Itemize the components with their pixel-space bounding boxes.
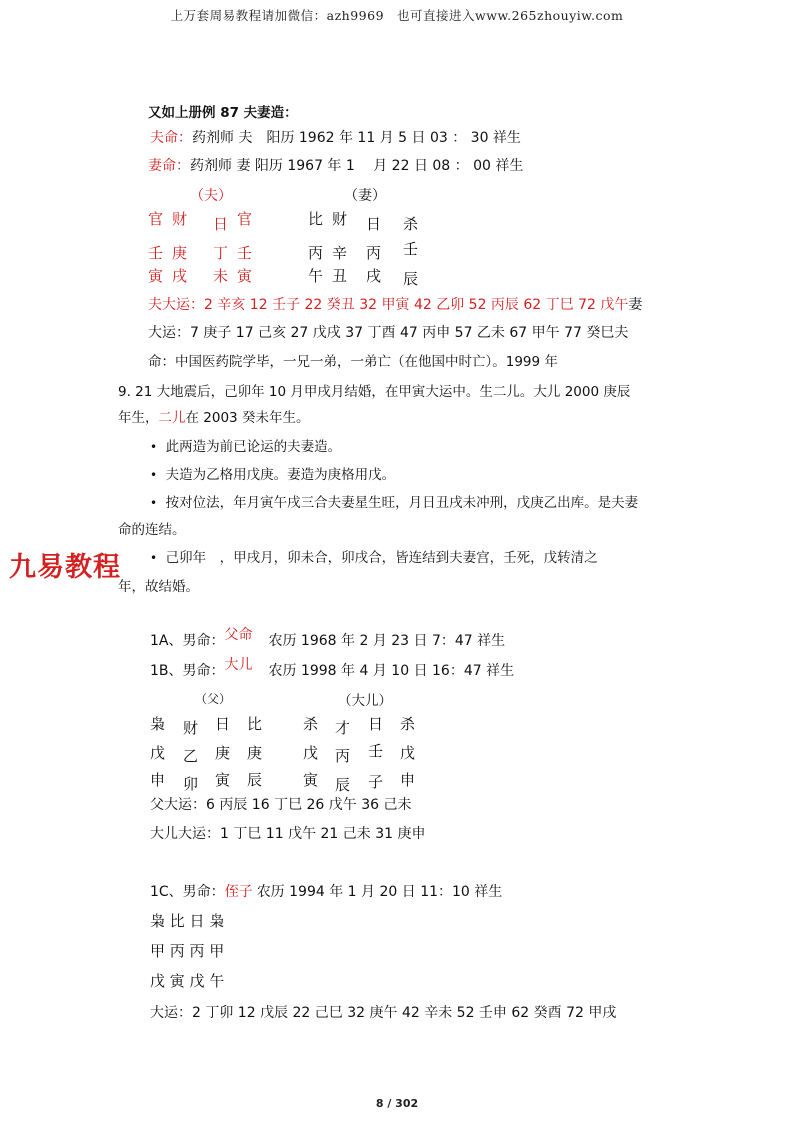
father-god-3: 日 <box>215 715 231 733</box>
husband-god-3: 日 <box>213 215 229 233</box>
case1-intro: 又如上册例 87 夫妻造： <box>148 105 298 121</box>
bullet-item-1: • 此两造为前已论运的夫妻造。 <box>150 439 342 455</box>
father-god-1: 枭 <box>150 715 166 733</box>
wife-god-4: 杀 <box>403 215 419 233</box>
husband-stem-4: 壬 <box>237 244 253 262</box>
son-stem-1: 戊 <box>303 744 319 762</box>
bullet-item-2: • 夫造为乙格用戊庚。妻造为庚格用戊。 <box>150 467 396 483</box>
son-god-3: 日 <box>368 715 384 733</box>
husband-label: 夫命： <box>150 130 192 146</box>
wife-branch-1: 午 <box>308 267 324 285</box>
son-branch-3: 子 <box>368 773 384 791</box>
bullet-item-3: • 按对位法，年月寅午戌三合夫妻星生旺，月日丑戌未冲刑，戊庚乙出库。是夫妻 <box>150 495 639 511</box>
wife-branch-2: 丑 <box>332 267 348 285</box>
son-stem-2: 丙 <box>335 747 351 765</box>
nephew-luck: 大运：2 丁卯 12 戊辰 22 己巳 32 庚午 42 辛未 52 壬申 62 癸酉 72 甲戌 <box>150 1005 617 1021</box>
paragraph-line-1: 命：中国医药院学毕，一兄一弟，一弟亡（在他国中时亡）。1999 年 <box>148 354 558 370</box>
husband-stem-1: 壬 <box>148 244 164 262</box>
case-1c-line: 1C、男命：侄子 农历 1994 年 1 月 20 日 11：10 祥生 <box>150 884 503 900</box>
husband-birth-line <box>150 127 521 147</box>
wife-stem-1: 丙 <box>308 244 324 262</box>
husband-luck-tail: 妻 <box>628 297 643 313</box>
father-stem-3: 庚 <box>215 744 231 762</box>
wife-god-2: 财 <box>332 210 348 228</box>
nephew-highlight: 侄子 <box>224 884 253 900</box>
son-luck: 大儿大运：1 丁巳 11 戊午 21 己未 31 庚申 <box>150 826 426 842</box>
page-header: 上万套周易教程请加微信：azh9969 也可直接进入www.265zhouyiw.com <box>170 8 624 23</box>
nephew-gods-row: 枭 比 日 枭 <box>150 912 225 930</box>
husband-branch-1: 寅 <box>148 267 164 285</box>
husband-birth-text: 药剂师 夫 阳历 1962 年 11 月 5 日 03 ： 30 祥生 <box>192 130 521 146</box>
wife-god-3: 日 <box>366 215 382 233</box>
husband-branch-4: 寅 <box>237 267 253 285</box>
son-branch-1: 寅 <box>303 771 319 789</box>
son-god-2: 才 <box>335 719 351 737</box>
page-number: 8 / 302 <box>375 1097 419 1110</box>
bullet-dot-icon: • <box>150 496 158 510</box>
wife-luck: 大运：7 庚子 17 己亥 27 戊戌 37 丁酉 47 丙申 57 乙未 67 甲午 77 癸巳夫 <box>148 325 629 341</box>
wife-label: 妻命： <box>148 158 190 174</box>
bullet-item-4: • 己卯年 ，甲戌月，卯未合，卯戌合，皆连结到夫妻宫，壬死，戊转清之 <box>150 550 598 566</box>
wife-stem-4: 壬 <box>403 240 419 258</box>
father-stem-2: 乙 <box>183 747 199 765</box>
father-god-4: 比 <box>247 715 263 733</box>
father-branch-2: 卯 <box>183 775 199 793</box>
wife-branch-4: 辰 <box>403 270 419 288</box>
eldest-son-highlight: 大儿 <box>224 657 253 673</box>
wife-branch-3: 戌 <box>366 267 382 285</box>
paragraph-line-2: 9. 21 大地震后，己卯年 10 月甲戌月结婚，在甲寅大运中。生二儿。大儿 2000 庚辰 <box>118 384 631 400</box>
father-luck: 父大运：6 丙辰 16 丁巳 26 戊午 36 己未 <box>150 797 412 813</box>
son-branch-2: 辰 <box>335 776 351 794</box>
husband-branch-3: 未 <box>213 267 229 285</box>
bullet-dot-icon: • <box>150 468 158 482</box>
son-stem-4: 戊 <box>400 744 416 762</box>
husband-branch-2: 戌 <box>172 267 188 285</box>
wife-birth-line <box>148 155 523 175</box>
wife-birth-text: 药剂师 妻 阳历 1967 年 1 月 22 日 08 ： 00 祥生 <box>190 158 524 174</box>
son-stem-3: 壬 <box>368 742 384 760</box>
husband-tag: （夫） <box>190 188 232 204</box>
father-stem-4: 庚 <box>247 744 263 762</box>
watermark-logo: 九易教程 <box>9 552 121 583</box>
paragraph-line-3: 年生，二儿在 2003 癸未年生。 <box>118 410 310 426</box>
father-branch-1: 申 <box>150 771 166 789</box>
wife-tag: （妻） <box>344 188 386 204</box>
case-1a-line: 1A、男命：父命 农历 1968 年 2 月 23 日 7：47 祥生 <box>150 627 506 649</box>
bullet-dot-icon: • <box>150 440 158 454</box>
husband-stem-3: 丁 <box>213 244 229 262</box>
son-god-4: 杀 <box>400 715 416 733</box>
son-branch-4: 申 <box>400 771 416 789</box>
bullet-dot-icon: • <box>150 551 158 565</box>
husband-god-2: 财 <box>172 210 188 228</box>
wife-god-1: 比 <box>308 210 324 228</box>
husband-stem-2: 庚 <box>172 244 188 262</box>
bullet-item-3-continued: 命的连结。 <box>118 522 186 538</box>
husband-god-4: 官 <box>237 210 253 228</box>
bullet-item-4-continued: 年，故结婚。 <box>118 579 199 595</box>
nephew-stems-row: 甲 丙 丙 甲 <box>150 942 225 960</box>
son-god-1: 杀 <box>303 715 319 733</box>
husband-luck: 夫大运：2 辛亥 12 壬子 22 癸丑 32 甲寅 42 乙卯 52 丙辰 62 丁巳 72 戊午 <box>148 297 629 313</box>
wife-stem-3: 丙 <box>366 244 382 262</box>
wife-stem-2: 辛 <box>332 244 348 262</box>
husband-god-1: 官 <box>148 210 164 228</box>
case-1b-line: 1B、男命：大儿 农历 1998 年 4 月 10 日 16：47 祥生 <box>150 657 515 679</box>
nephew-branches-row: 戊 寅 戊 午 <box>150 972 225 990</box>
father-branch-3: 寅 <box>215 771 231 789</box>
second-son-highlight: 二儿 <box>158 410 186 426</box>
father-god-2: 财 <box>183 719 199 737</box>
husband-luck-line <box>148 294 642 314</box>
father-highlight: 父命 <box>224 627 253 643</box>
father-tag: （父） <box>195 692 232 706</box>
son-tag: （大儿） <box>338 693 392 709</box>
father-branch-4: 辰 <box>247 771 263 789</box>
father-stem-1: 戊 <box>150 744 166 762</box>
